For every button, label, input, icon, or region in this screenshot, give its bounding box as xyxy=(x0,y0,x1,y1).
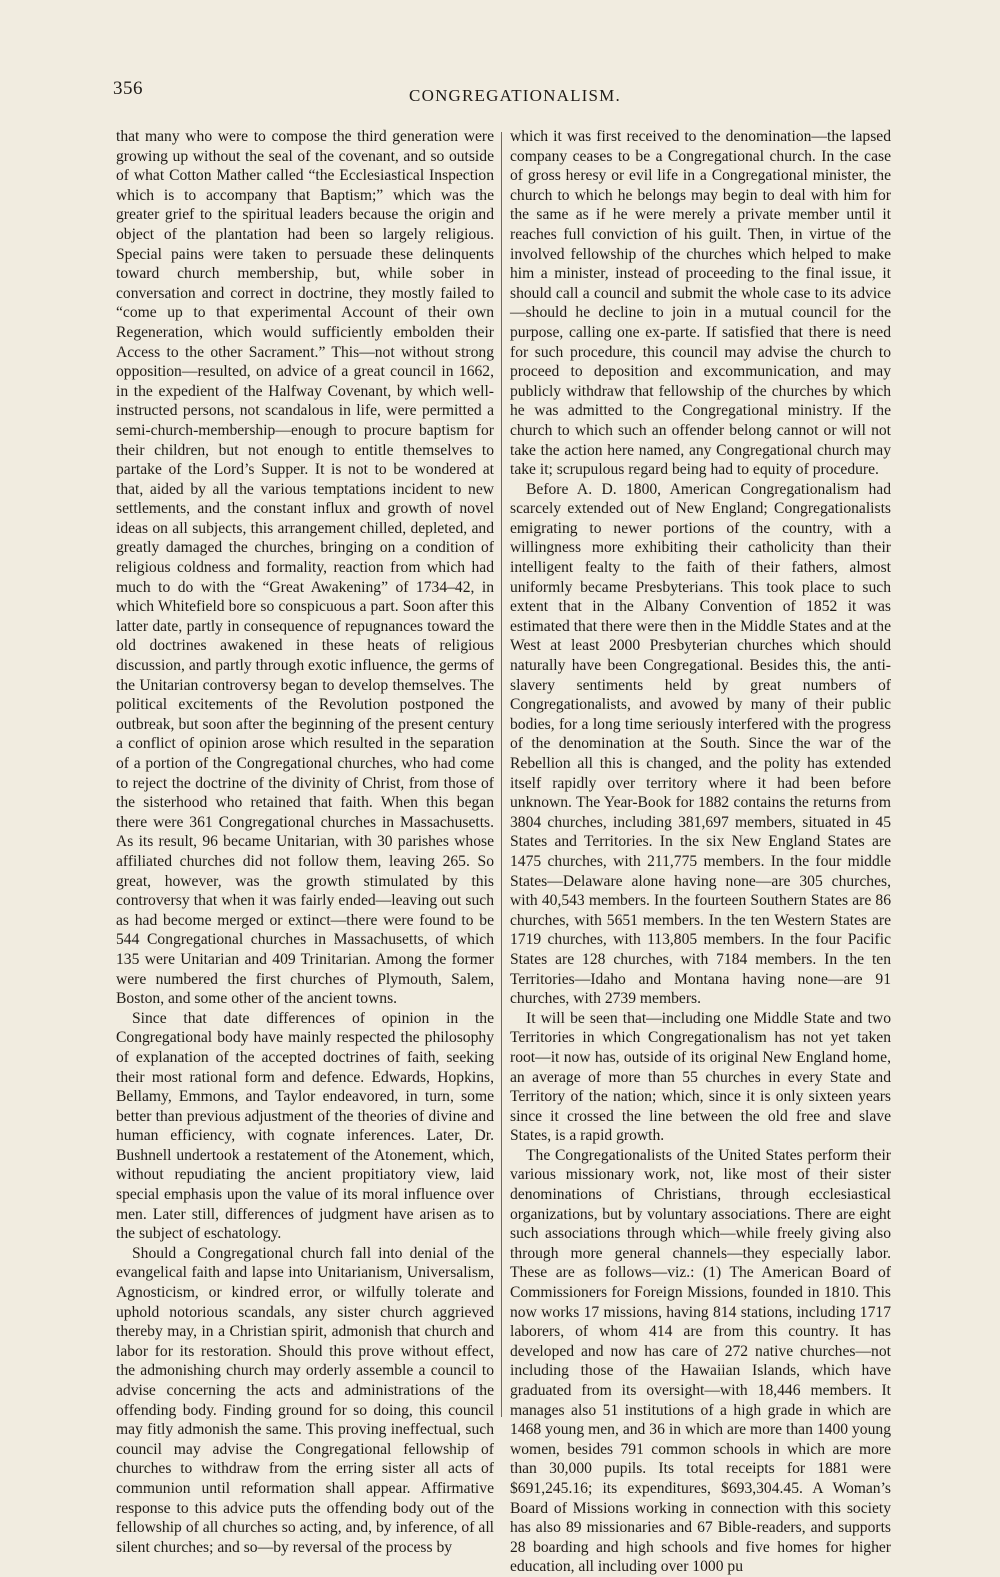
page-number: 356 xyxy=(113,78,143,99)
right-paragraph-1: which it was first received to the denomination—the lapsed company ceases to be a Congregational church. In the case of gross heresy or evil life in a Congregational minister, the church to which he belongs may begin to deal with him for the same as if he were merely a private member until it reaches full conviction of his guilt. Then, in virtue of the involved fellowship of the churches which helped to make him a minister, instead of proceeding to the final issue, it should call a council and submit the whole case to its advice—should he decline to join in a mutual council for the purpose, calling one ex-parte. If satisfied that there is need for such procedure, this council may advise the church to proceed to deposition and excommunication, and may publicly withdraw that fellowship of the churches by which he was admitted to the Congregational ministry. If the church to which such an offender belong cannot or will not take the action here named, any Congregational church may take it; scrupulous regard being had to equity of procedure. xyxy=(510,128,891,479)
left-column xyxy=(116,127,494,1556)
right-paragraph-3: It will be seen that—including one Middle State and two Territories in which Congregationalism has not yet taken root—it now has, outside of its original New England home, an average of more than 55 churches in every State and Territory of the nation; which, since it is only sixteen years since it crossed the line between the old free and slave States, is a rapid growth. xyxy=(510,1009,891,1145)
column-divider xyxy=(501,132,502,1417)
left-paragraph-3: Should a Congregational church fall into denial of the evangelical faith and lapse into Unitarianism, Universalism, Agnosticism, or kindred error, or wilfully tolerate and uphold notorious scandals, any sister church aggrieved thereby may, in a Christian spirit, admonish that church and labor for its restoration. Should this prove without effect, the admonishing church may orderly assemble a council to advise concerning the acts and administrations of the offending body. Finding ground for so doing, this council may fitly admonish the same. This proving ineffectual, such council may advise the Congregational fellowship of churches to withdraw from the erring sister all acts of communion until reformation shall appear. Affirmative response to this advice puts the offending body out of the fellowship of all churches so acting, and, by inference, of all silent churches; and so—by reversal of the process by xyxy=(116,1244,494,1556)
right-paragraph-4: The Congregationalists of the United States perform their various missionary work, not, like most of their sister denominations of Christians, through ecclesiastical organizations, but by voluntary associations. There are eight such associations through which—while freely giving also through more general channels—they especially labor. These are as follows—viz.: (1) The American Board of Commissioners for Foreign Missions, founded in 1810. This now works 17 missions, having 814 stations, including 1717 laborers, of whom 414 are from this country. It has developed and now has care of 272 native churches—not including those of the Hawaiian Islands, which have graduated from its oversight—with 18,446 members. It manages also 51 institutions of a high grade in which are 1468 young men, and 36 in which are more than 1400 young women, besides 791 common schools in which are more than 30,000 pupils. Its total receipts for 1881 were $691,245.16; its expenditures, $693,304.45. A Woman’s Board of Missions working in connection with this society has also 89 missionaries and 67 Bible-readers, and supports 28 boarding and high schools and five homes for higher education, all including over 1000 pu xyxy=(510,1146,891,1576)
right-column xyxy=(510,127,891,1576)
running-head-title: CONGREGATIONALISM. xyxy=(409,86,621,105)
left-paragraph-1: that many who were to compose the third generation were growing up without the seal of the covenant, and so outside of what Cotton Mather called “the Ecclesiastical Inspection which is to accompany that Baptism;” which was the greater grief to the spiritual leaders because the origin and object of the plantation had been so largely religious. Special pains were taken to persuade these delinquents toward church membership, but, while sober in conversation and correct in doctrine, they mostly failed to “come up to that experimental Account of their own Regeneration, which would sufficiently embolden their Access to the other Sacrament.” This—not without strong opposition—resulted, on advice of a great council in 1662, in the expedient of the Halfway Covenant, by which well-instructed persons, not scandalous in life, were permitted a semi-church-membership—enough to procure baptism for their children, but not enough to entitle themselves to partake of the Lord’s Supper. It is not to be wondered at that, aided by all the various temptations incident to new settlements, and the constant influx and growth of novel ideas on all subjects, this arrangement chilled, depleted, and greatly damaged the churches, bringing on a condition of religious coldness and formality, reaction from which had much to do with the “Great Awakening” of 1734–42, in which Whitefield bore so conspicuous a part. Soon after this latter date, partly in consequence of repugnances toward the old doctrines awakened in these heats of religious discussion, and partly through exotic influence, the germs of the Unitarian controversy began to develop themselves. The political excitements of the Revolution postponed the outbreak, but soon after the beginning of the present century a conflict of opinion arose which resulted in the separation of a portion of the Congregational churches, who had come to reject the doctrine of the divinity of Christ, from those of the sisterhood who retained that faith. When this began there were 361 Congregational churches in Massachusetts. As its result, 96 became Unitarian, with 30 parishes whose affiliated churches did not follow them, leaving 265. So great, however, was the growth stimulated by this controversy that when it was fairly ended—leaving out such as had become merged or extinct—there were found to be 544 Congregational churches in Massachusetts, of which 135 were Unitarian and 409 Trinitarian. Among the former were numbered the first churches of Plymouth, Salem, Boston, and some other of the ancient towns. xyxy=(116,128,494,1008)
left-paragraph-2: Since that date differences of opinion in the Congregational body have mainly respected the philosophy of explanation of the accepted doctrines of faith, seeking their most rational form and defence. Edwards, Hopkins, Bellamy, Emmons, and Taylor endeavored, in turn, some better than previous adjustment of the theories of divine and human efficiency, with cognate inferences. Later, Dr. Bushnell undertook a restatement of the Atonement, which, without repudiating the ancient propitiatory view, laid special emphasis upon the value of its moral influence over men. Later still, differences of judgment have arisen as to the subject of eschatology. xyxy=(116,1009,494,1243)
right-paragraph-2: Before A. D. 1800, American Congregationalism had scarcely extended out of New England; Congregationalists emigrating to newer portions of the country, with a willingness more exhibiting their catholicity than their intelligent fealty to the faith of their fathers, almost uniformly became Presbyterians. This took place to such extent that in the Albany Convention of 1852 it was estimated that there were then in the Middle States and at the West at least 2000 Presbyterian churches which should naturally have been Congregational. Besides this, the anti-slavery sentiments held by great numbers of Congregationalists, and avowed by many of their public bodies, for a long time seriously interfered with the progress of the denomination at the South. Since the war of the Rebellion all this is changed, and the polity has extended itself rapidly over territory where it had been before unknown. The Year-Book for 1882 contains the returns from 3804 churches, including 381,697 members, situated in 45 States and Territories. In the six New England States are 1475 churches, with 211,775 members. In the four middle States—Delaware alone having none—are 305 churches, with 40,543 members. In the fourteen Southern States are 86 churches, with 5651 members. In the ten Western States are 1719 churches, with 113,805 members. In the four Pacific States are 128 churches, with 7184 members. In the ten Territories—Idaho and Montana having none—are 91 churches, with 2739 members. xyxy=(510,480,891,1008)
